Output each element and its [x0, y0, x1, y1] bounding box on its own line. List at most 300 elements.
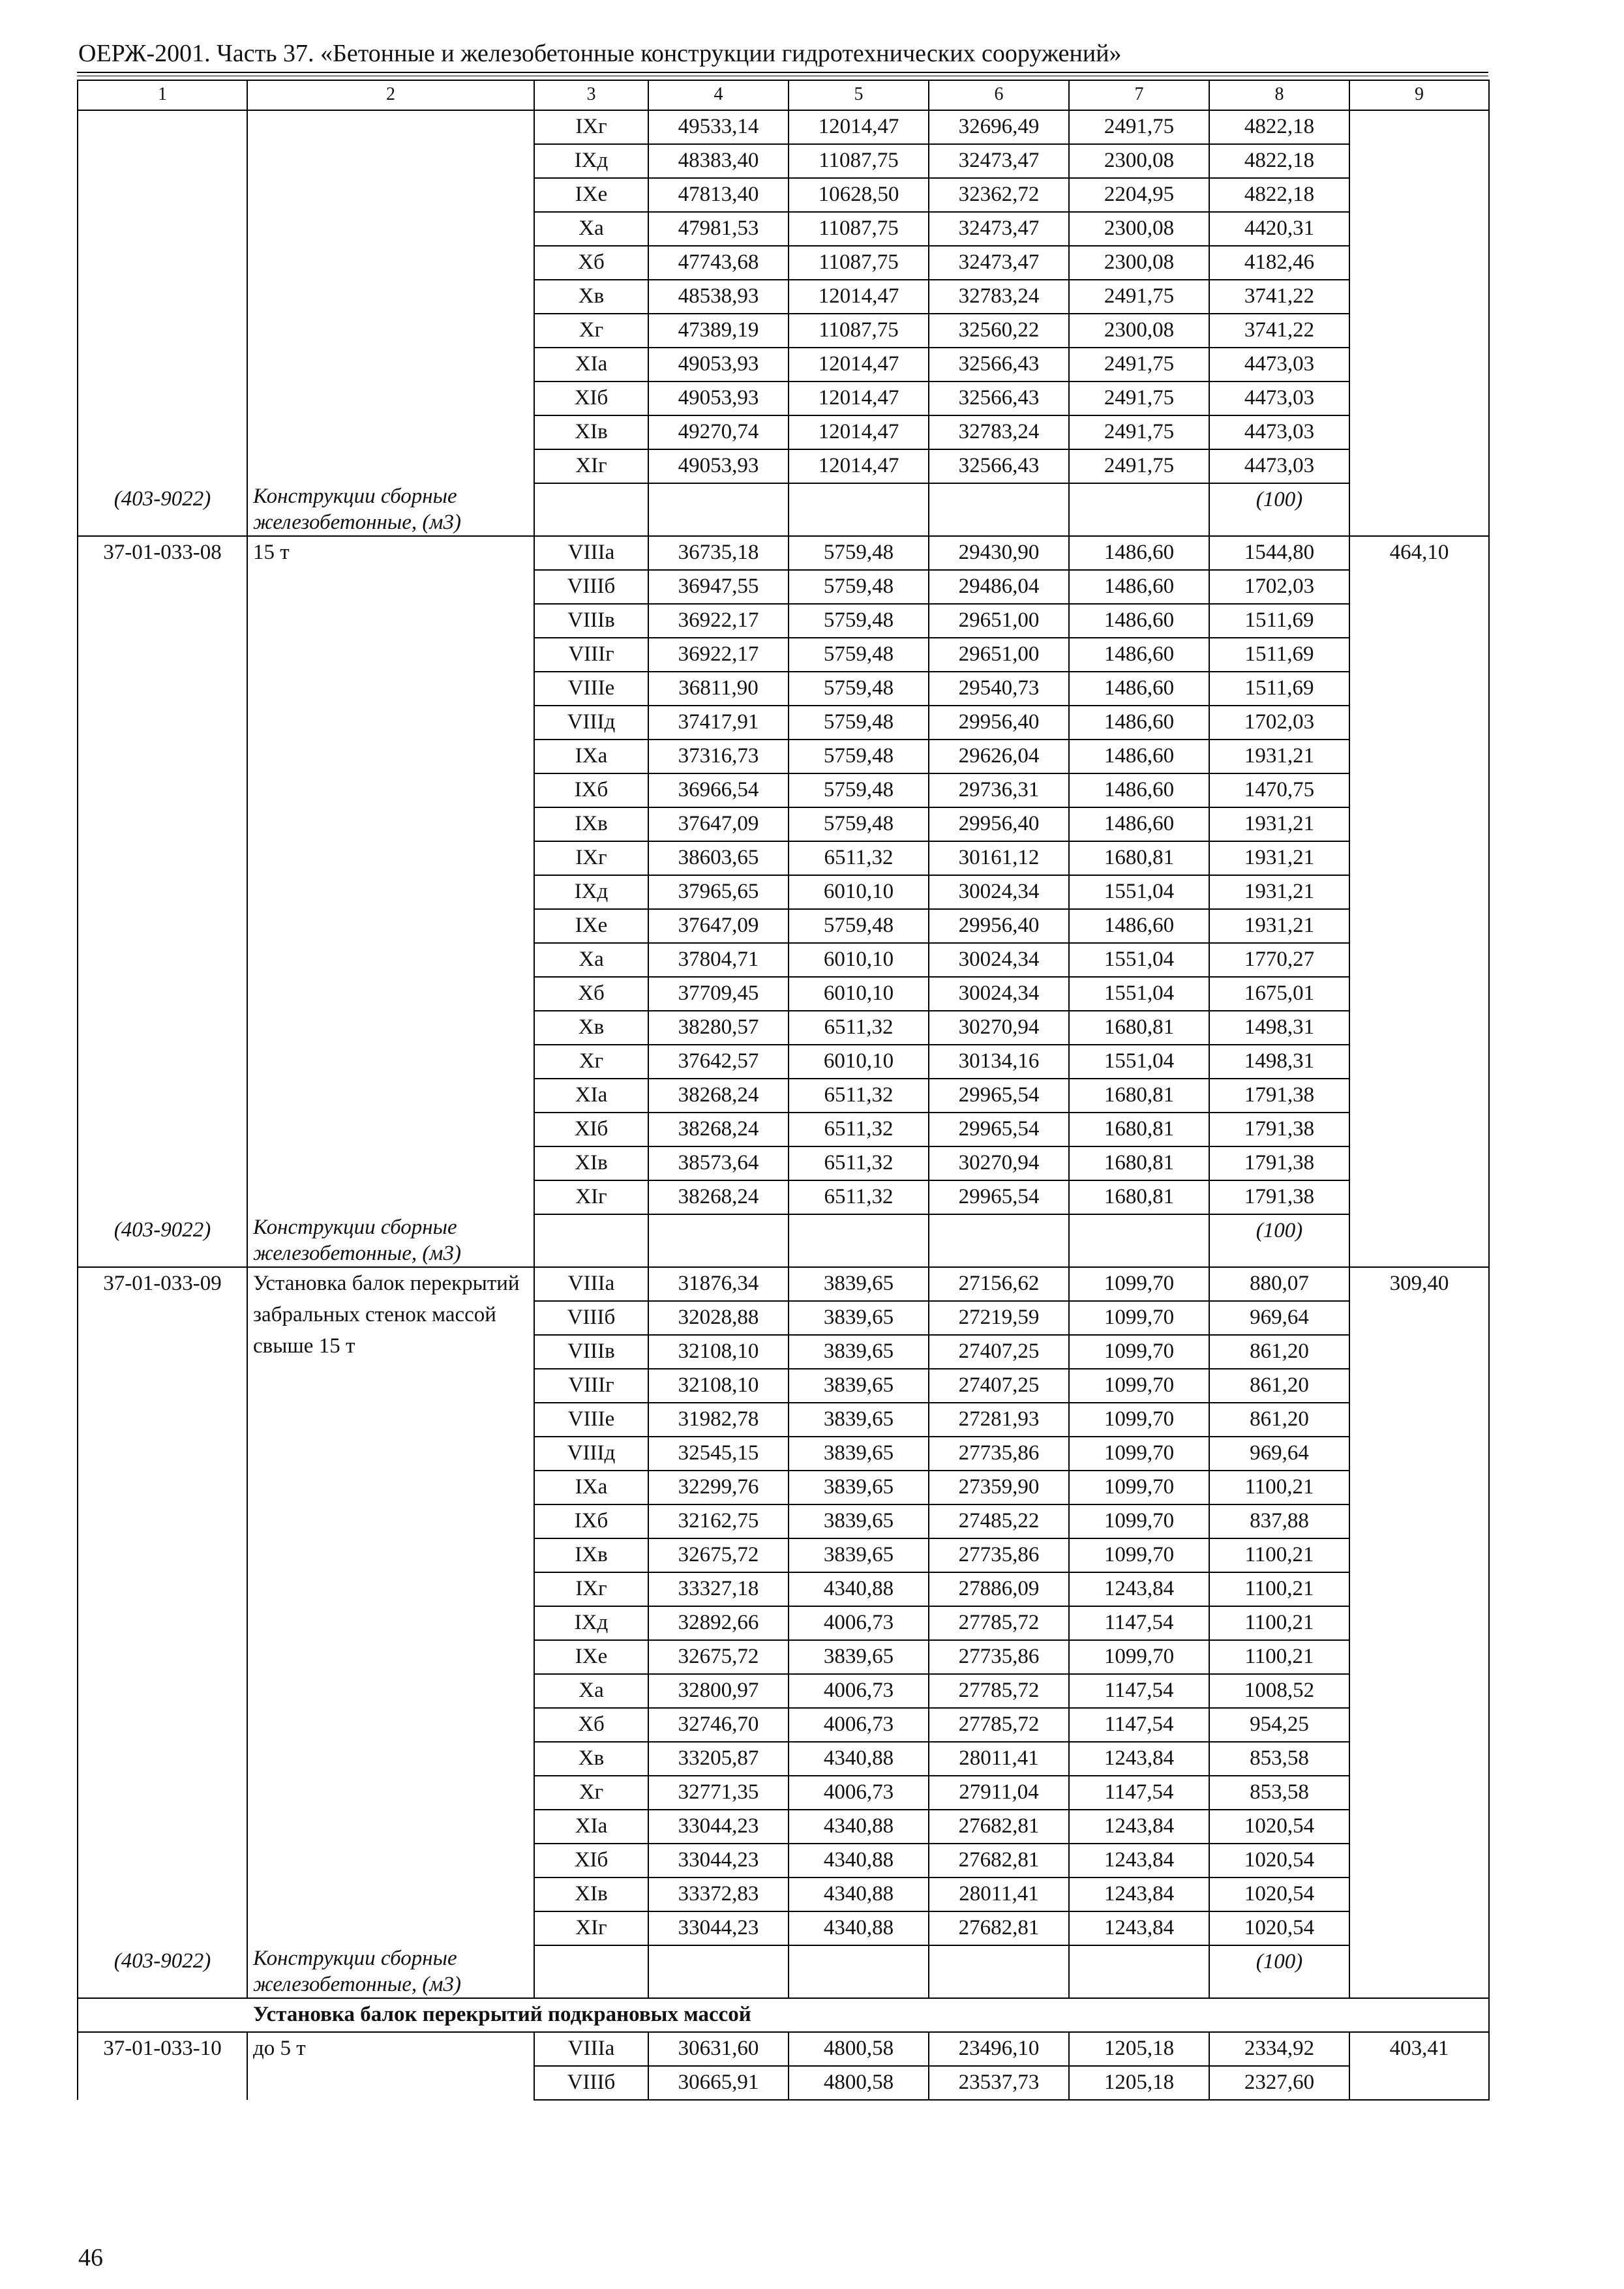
table-body: [78, 80, 1489, 2100]
value-cell: 30161,12: [929, 841, 1069, 875]
zone-cell: XIа: [534, 1079, 648, 1113]
value-cell: 32473,47: [929, 212, 1069, 246]
value-cell: 1099,70: [1069, 1403, 1209, 1437]
value-cell: 29956,40: [929, 706, 1069, 740]
value-cell: 3839,65: [789, 1538, 929, 1572]
value-cell: 5759,48: [789, 807, 929, 841]
value-cell: 1099,70: [1069, 1437, 1209, 1471]
value-cell: 1486,60: [1069, 604, 1209, 638]
value-cell: 29956,40: [929, 909, 1069, 943]
value-cell: 1498,31: [1209, 1045, 1349, 1079]
zone-cell: Xб: [534, 977, 648, 1011]
value-cell: 49533,14: [648, 110, 789, 144]
value-cell: 32108,10: [648, 1369, 789, 1403]
column-number: 6: [929, 80, 1069, 110]
value-cell: 29956,40: [929, 807, 1069, 841]
table-row: [78, 1267, 1489, 1301]
value-cell: 32545,15: [648, 1437, 789, 1471]
zone-cell: IXд: [534, 144, 648, 178]
value-cell: 36735,18: [648, 536, 789, 570]
col9-cell: 403,41: [1349, 2032, 1489, 2100]
zone-cell: IXа: [534, 740, 648, 773]
value-cell: 861,20: [1209, 1369, 1349, 1403]
value-cell: 33044,23: [648, 1844, 789, 1878]
zone-cell: VIIIв: [534, 1335, 648, 1369]
zone-cell: VIIIд: [534, 706, 648, 740]
value-cell: 6511,32: [789, 1079, 929, 1113]
value-cell: 32675,72: [648, 1640, 789, 1674]
empty-cell: [929, 1214, 1069, 1267]
zone-cell: VIIIг: [534, 638, 648, 672]
value-cell: 6511,32: [789, 1011, 929, 1045]
value-cell: 2491,75: [1069, 449, 1209, 483]
value-cell: 36947,55: [648, 570, 789, 604]
value-cell: 1791,38: [1209, 1146, 1349, 1180]
empty-cell: [1069, 483, 1209, 536]
value-cell: 1791,38: [1209, 1113, 1349, 1146]
value-cell: 2491,75: [1069, 280, 1209, 314]
zone-cell: XIа: [534, 348, 648, 382]
resource-row: [78, 483, 1489, 536]
value-cell: 853,58: [1209, 1742, 1349, 1776]
value-cell: 2300,08: [1069, 212, 1209, 246]
value-cell: 4006,73: [789, 1708, 929, 1742]
resource-code: (403-9022): [78, 483, 247, 536]
zone-cell: VIIIе: [534, 1403, 648, 1437]
value-cell: 30270,94: [929, 1146, 1069, 1180]
zone-cell: XIг: [534, 449, 648, 483]
column-number: 7: [1069, 80, 1209, 110]
value-cell: 27682,81: [929, 1911, 1069, 1945]
value-cell: 1243,84: [1069, 1878, 1209, 1911]
value-cell: 3839,65: [789, 1504, 929, 1538]
value-cell: 6511,32: [789, 1180, 929, 1214]
resource-qty: (100): [1209, 1945, 1349, 1998]
value-cell: 32566,43: [929, 449, 1069, 483]
value-cell: 29965,54: [929, 1079, 1069, 1113]
zone-cell: XIг: [534, 1911, 648, 1945]
value-cell: 837,88: [1209, 1504, 1349, 1538]
value-cell: 27156,62: [929, 1267, 1069, 1301]
value-cell: 30024,34: [929, 943, 1069, 977]
rate-title-cell: Установка балок перекрытий забральных стенок массой свыше 15 т: [247, 1267, 534, 1945]
empty-cell: [789, 1945, 929, 1998]
zone-cell: VIIIб: [534, 570, 648, 604]
value-cell: 30665,91: [648, 2066, 789, 2100]
rate-title-cell: 15 т: [247, 536, 534, 1214]
column-number: 8: [1209, 80, 1349, 110]
value-cell: 32473,47: [929, 246, 1069, 280]
value-cell: 36922,17: [648, 604, 789, 638]
value-cell: 1931,21: [1209, 909, 1349, 943]
value-cell: 12014,47: [789, 280, 929, 314]
value-cell: 47743,68: [648, 246, 789, 280]
value-cell: 1147,54: [1069, 1674, 1209, 1708]
value-cell: 27785,72: [929, 1708, 1069, 1742]
value-cell: 2300,08: [1069, 314, 1209, 348]
value-cell: 29651,00: [929, 604, 1069, 638]
value-cell: 27785,72: [929, 1606, 1069, 1640]
value-cell: 11087,75: [789, 246, 929, 280]
value-cell: 32162,75: [648, 1504, 789, 1538]
value-cell: 1243,84: [1069, 1911, 1209, 1945]
value-cell: 1486,60: [1069, 740, 1209, 773]
value-cell: 6010,10: [789, 943, 929, 977]
value-cell: 27359,90: [929, 1471, 1069, 1504]
value-cell: 1551,04: [1069, 875, 1209, 909]
value-cell: 12014,47: [789, 382, 929, 415]
value-cell: 29965,54: [929, 1180, 1069, 1214]
value-cell: 1511,69: [1209, 638, 1349, 672]
value-cell: 36811,90: [648, 672, 789, 706]
value-cell: 28011,41: [929, 1878, 1069, 1911]
zone-cell: IXв: [534, 807, 648, 841]
value-cell: 38268,24: [648, 1113, 789, 1146]
header-rule: [77, 72, 1488, 73]
value-cell: 1680,81: [1069, 1079, 1209, 1113]
value-cell: 1205,18: [1069, 2066, 1209, 2100]
value-cell: 32783,24: [929, 280, 1069, 314]
value-cell: 32746,70: [648, 1708, 789, 1742]
value-cell: 2491,75: [1069, 110, 1209, 144]
value-cell: 48538,93: [648, 280, 789, 314]
value-cell: 27735,86: [929, 1640, 1069, 1674]
value-cell: 32675,72: [648, 1538, 789, 1572]
column-number: 4: [648, 80, 789, 110]
value-cell: 4006,73: [789, 1776, 929, 1810]
col9-cell: 309,40: [1349, 1267, 1489, 1998]
value-cell: 11087,75: [789, 314, 929, 348]
zone-cell: IXд: [534, 875, 648, 909]
value-cell: 5759,48: [789, 909, 929, 943]
zone-cell: VIIIе: [534, 672, 648, 706]
value-cell: 2491,75: [1069, 382, 1209, 415]
value-cell: 861,20: [1209, 1335, 1349, 1369]
column-number: 1: [78, 80, 247, 110]
empty-cell: [929, 1945, 1069, 1998]
value-cell: 2300,08: [1069, 246, 1209, 280]
resource-code: (403-9022): [78, 1945, 247, 1998]
value-cell: 37804,71: [648, 943, 789, 977]
value-cell: 33044,23: [648, 1810, 789, 1844]
value-cell: 32028,88: [648, 1301, 789, 1335]
value-cell: 1791,38: [1209, 1180, 1349, 1214]
value-cell: 1544,80: [1209, 536, 1349, 570]
value-cell: 6511,32: [789, 1113, 929, 1146]
value-cell: 1931,21: [1209, 875, 1349, 909]
value-cell: 32566,43: [929, 348, 1069, 382]
page-header: ОЕРЖ-2001. Часть 37. «Бетонные и железобетонные конструкции гидротехнических сооружений»: [78, 40, 1122, 67]
value-cell: 2491,75: [1069, 348, 1209, 382]
value-cell: 1100,21: [1209, 1640, 1349, 1674]
value-cell: 5759,48: [789, 706, 929, 740]
column-number: 9: [1349, 80, 1489, 110]
value-cell: 36922,17: [648, 638, 789, 672]
value-cell: 1511,69: [1209, 604, 1349, 638]
value-cell: 33205,87: [648, 1742, 789, 1776]
value-cell: 1100,21: [1209, 1572, 1349, 1606]
zone-cell: VIIIд: [534, 1437, 648, 1471]
value-cell: 1486,60: [1069, 909, 1209, 943]
zone-cell: Xг: [534, 314, 648, 348]
page-number: 46: [78, 2244, 103, 2271]
column-number: 5: [789, 80, 929, 110]
value-cell: 32783,24: [929, 415, 1069, 449]
value-cell: 2334,92: [1209, 2032, 1349, 2066]
value-cell: 1551,04: [1069, 977, 1209, 1011]
value-cell: 5759,48: [789, 740, 929, 773]
column-number: 3: [534, 80, 648, 110]
column-number: 2: [247, 80, 534, 110]
col9-cell: [1349, 110, 1489, 536]
value-cell: 12014,47: [789, 348, 929, 382]
value-cell: 1100,21: [1209, 1471, 1349, 1504]
value-cell: 1099,70: [1069, 1369, 1209, 1403]
value-cell: 1243,84: [1069, 1810, 1209, 1844]
value-cell: 1099,70: [1069, 1267, 1209, 1301]
value-cell: 1511,69: [1209, 672, 1349, 706]
value-cell: 1099,70: [1069, 1471, 1209, 1504]
zone-cell: IXа: [534, 1471, 648, 1504]
value-cell: 48383,40: [648, 144, 789, 178]
zone-cell: IXб: [534, 1504, 648, 1538]
value-cell: 11087,75: [789, 144, 929, 178]
value-cell: 1931,21: [1209, 740, 1349, 773]
zone-cell: VIIIб: [534, 2066, 648, 2100]
rate-title-cell: [247, 110, 534, 483]
value-cell: 4473,03: [1209, 348, 1349, 382]
value-cell: 38573,64: [648, 1146, 789, 1180]
value-cell: 27785,72: [929, 1674, 1069, 1708]
resource-code: (403-9022): [78, 1214, 247, 1267]
value-cell: 4182,46: [1209, 246, 1349, 280]
value-cell: 29965,54: [929, 1113, 1069, 1146]
value-cell: 3839,65: [789, 1335, 929, 1369]
value-cell: 1020,54: [1209, 1911, 1349, 1945]
resource-name: Конструкции сборные железобетонные, (м3): [247, 483, 534, 536]
value-cell: 2491,75: [1069, 415, 1209, 449]
value-cell: 4822,18: [1209, 178, 1349, 212]
value-cell: 1147,54: [1069, 1776, 1209, 1810]
empty-cell: [789, 483, 929, 536]
rate-code-cell: 37-01-033-08: [78, 536, 247, 1214]
zone-cell: IXг: [534, 841, 648, 875]
value-cell: 49053,93: [648, 449, 789, 483]
value-cell: 1931,21: [1209, 841, 1349, 875]
value-cell: 37642,57: [648, 1045, 789, 1079]
value-cell: 4473,03: [1209, 415, 1349, 449]
zone-cell: VIIIа: [534, 1267, 648, 1301]
value-cell: 1498,31: [1209, 1011, 1349, 1045]
value-cell: 10628,50: [789, 178, 929, 212]
value-cell: 27735,86: [929, 1437, 1069, 1471]
zone-cell: VIIIб: [534, 1301, 648, 1335]
resource-qty: (100): [1209, 483, 1349, 536]
table-row: [78, 110, 1489, 144]
value-cell: 2300,08: [1069, 144, 1209, 178]
value-cell: 29540,73: [929, 672, 1069, 706]
value-cell: 28011,41: [929, 1742, 1069, 1776]
value-cell: 1702,03: [1209, 706, 1349, 740]
value-cell: 37647,09: [648, 909, 789, 943]
value-cell: 29736,31: [929, 773, 1069, 807]
zone-cell: IXд: [534, 1606, 648, 1640]
value-cell: 38268,24: [648, 1180, 789, 1214]
value-cell: 954,25: [1209, 1708, 1349, 1742]
value-cell: 4340,88: [789, 1742, 929, 1776]
zone-cell: IXг: [534, 1572, 648, 1606]
value-cell: 1486,60: [1069, 706, 1209, 740]
value-cell: 3839,65: [789, 1640, 929, 1674]
value-cell: 1702,03: [1209, 570, 1349, 604]
zone-cell: XIг: [534, 1180, 648, 1214]
zone-cell: Xб: [534, 246, 648, 280]
zone-cell: VIIIв: [534, 604, 648, 638]
value-cell: 1680,81: [1069, 1180, 1209, 1214]
value-cell: 27281,93: [929, 1403, 1069, 1437]
zone-cell: Xб: [534, 1708, 648, 1742]
zone-cell: Xг: [534, 1776, 648, 1810]
value-cell: 32771,35: [648, 1776, 789, 1810]
value-cell: 31876,34: [648, 1267, 789, 1301]
value-cell: 1205,18: [1069, 2032, 1209, 2066]
value-cell: 4420,31: [1209, 212, 1349, 246]
value-cell: 1099,70: [1069, 1301, 1209, 1335]
value-cell: 27485,22: [929, 1504, 1069, 1538]
col9-cell: 464,10: [1349, 536, 1489, 1267]
value-cell: 2327,60: [1209, 2066, 1349, 2100]
zone-cell: IXг: [534, 110, 648, 144]
zone-cell: IXв: [534, 1538, 648, 1572]
empty-cell: [534, 1945, 648, 1998]
section-heading-row: [78, 1998, 1489, 2032]
value-cell: 4822,18: [1209, 144, 1349, 178]
zone-cell: Xа: [534, 943, 648, 977]
value-cell: 27682,81: [929, 1810, 1069, 1844]
value-cell: 32362,72: [929, 178, 1069, 212]
value-cell: 4340,88: [789, 1572, 929, 1606]
empty-cell: [1069, 1945, 1209, 1998]
value-cell: 12014,47: [789, 110, 929, 144]
value-cell: 30270,94: [929, 1011, 1069, 1045]
zone-cell: XIа: [534, 1810, 648, 1844]
value-cell: 1147,54: [1069, 1708, 1209, 1742]
value-cell: 1486,60: [1069, 570, 1209, 604]
empty-cell: [1069, 1214, 1209, 1267]
value-cell: 1931,21: [1209, 807, 1349, 841]
value-cell: 1020,54: [1209, 1810, 1349, 1844]
value-cell: 1243,84: [1069, 1844, 1209, 1878]
value-cell: 1100,21: [1209, 1538, 1349, 1572]
zone-cell: XIв: [534, 1146, 648, 1180]
zone-cell: IXе: [534, 1640, 648, 1674]
value-cell: 27735,86: [929, 1538, 1069, 1572]
value-cell: 30631,60: [648, 2032, 789, 2066]
rate-code-cell: 37-01-033-09: [78, 1267, 247, 1945]
value-cell: 27682,81: [929, 1844, 1069, 1878]
value-cell: 1486,60: [1069, 672, 1209, 706]
value-cell: 969,64: [1209, 1301, 1349, 1335]
value-cell: 3839,65: [789, 1471, 929, 1504]
resource-row: [78, 1214, 1489, 1267]
zone-cell: VIIIг: [534, 1369, 648, 1403]
rate-title-cell: до 5 т: [247, 2032, 534, 2100]
value-cell: 38280,57: [648, 1011, 789, 1045]
value-cell: 29430,90: [929, 536, 1069, 570]
value-cell: 4340,88: [789, 1911, 929, 1945]
value-cell: 1099,70: [1069, 1335, 1209, 1369]
value-cell: 49053,93: [648, 348, 789, 382]
value-cell: 29626,04: [929, 740, 1069, 773]
value-cell: 1551,04: [1069, 1045, 1209, 1079]
value-cell: 11087,75: [789, 212, 929, 246]
zone-cell: VIIIа: [534, 536, 648, 570]
value-cell: 32892,66: [648, 1606, 789, 1640]
value-cell: 32800,97: [648, 1674, 789, 1708]
value-cell: 1099,70: [1069, 1538, 1209, 1572]
column-number-row: [78, 80, 1489, 110]
value-cell: 38268,24: [648, 1079, 789, 1113]
value-cell: 1486,60: [1069, 536, 1209, 570]
value-cell: 2204,95: [1069, 178, 1209, 212]
value-cell: 47813,40: [648, 178, 789, 212]
value-cell: 5759,48: [789, 570, 929, 604]
value-cell: 1099,70: [1069, 1504, 1209, 1538]
value-cell: 880,07: [1209, 1267, 1349, 1301]
zone-cell: XIб: [534, 1844, 648, 1878]
empty-cell: [648, 1214, 789, 1267]
zone-cell: XIб: [534, 382, 648, 415]
value-cell: 32696,49: [929, 110, 1069, 144]
value-cell: 37316,73: [648, 740, 789, 773]
value-cell: 5759,48: [789, 638, 929, 672]
section-heading: Установка балок перекрытий подкрановых массой: [78, 1998, 1489, 2032]
value-cell: 32473,47: [929, 144, 1069, 178]
value-cell: 37647,09: [648, 807, 789, 841]
value-cell: 1008,52: [1209, 1674, 1349, 1708]
value-cell: 3839,65: [789, 1369, 929, 1403]
value-cell: 1020,54: [1209, 1878, 1349, 1911]
zone-cell: Xа: [534, 212, 648, 246]
value-cell: 36966,54: [648, 773, 789, 807]
value-cell: 1020,54: [1209, 1844, 1349, 1878]
resource-row: [78, 1945, 1489, 1998]
value-cell: 853,58: [1209, 1776, 1349, 1810]
empty-cell: [534, 1214, 648, 1267]
value-cell: 33044,23: [648, 1911, 789, 1945]
value-cell: 969,64: [1209, 1437, 1349, 1471]
value-cell: 27886,09: [929, 1572, 1069, 1606]
value-cell: 3839,65: [789, 1301, 929, 1335]
value-cell: 4473,03: [1209, 449, 1349, 483]
value-cell: 4340,88: [789, 1810, 929, 1844]
value-cell: 1486,60: [1069, 638, 1209, 672]
value-cell: 1100,21: [1209, 1606, 1349, 1640]
value-cell: 32108,10: [648, 1335, 789, 1369]
value-cell: 4006,73: [789, 1674, 929, 1708]
value-cell: 6010,10: [789, 875, 929, 909]
rate-code-cell: [78, 110, 247, 483]
zone-cell: IXб: [534, 773, 648, 807]
value-cell: 4800,58: [789, 2032, 929, 2066]
value-cell: 1486,60: [1069, 773, 1209, 807]
zone-cell: Xв: [534, 1742, 648, 1776]
value-cell: 37709,45: [648, 977, 789, 1011]
rate-code-cell: 37-01-033-10: [78, 2032, 247, 2100]
value-cell: 27219,59: [929, 1301, 1069, 1335]
value-cell: 1147,54: [1069, 1606, 1209, 1640]
value-cell: 6511,32: [789, 841, 929, 875]
